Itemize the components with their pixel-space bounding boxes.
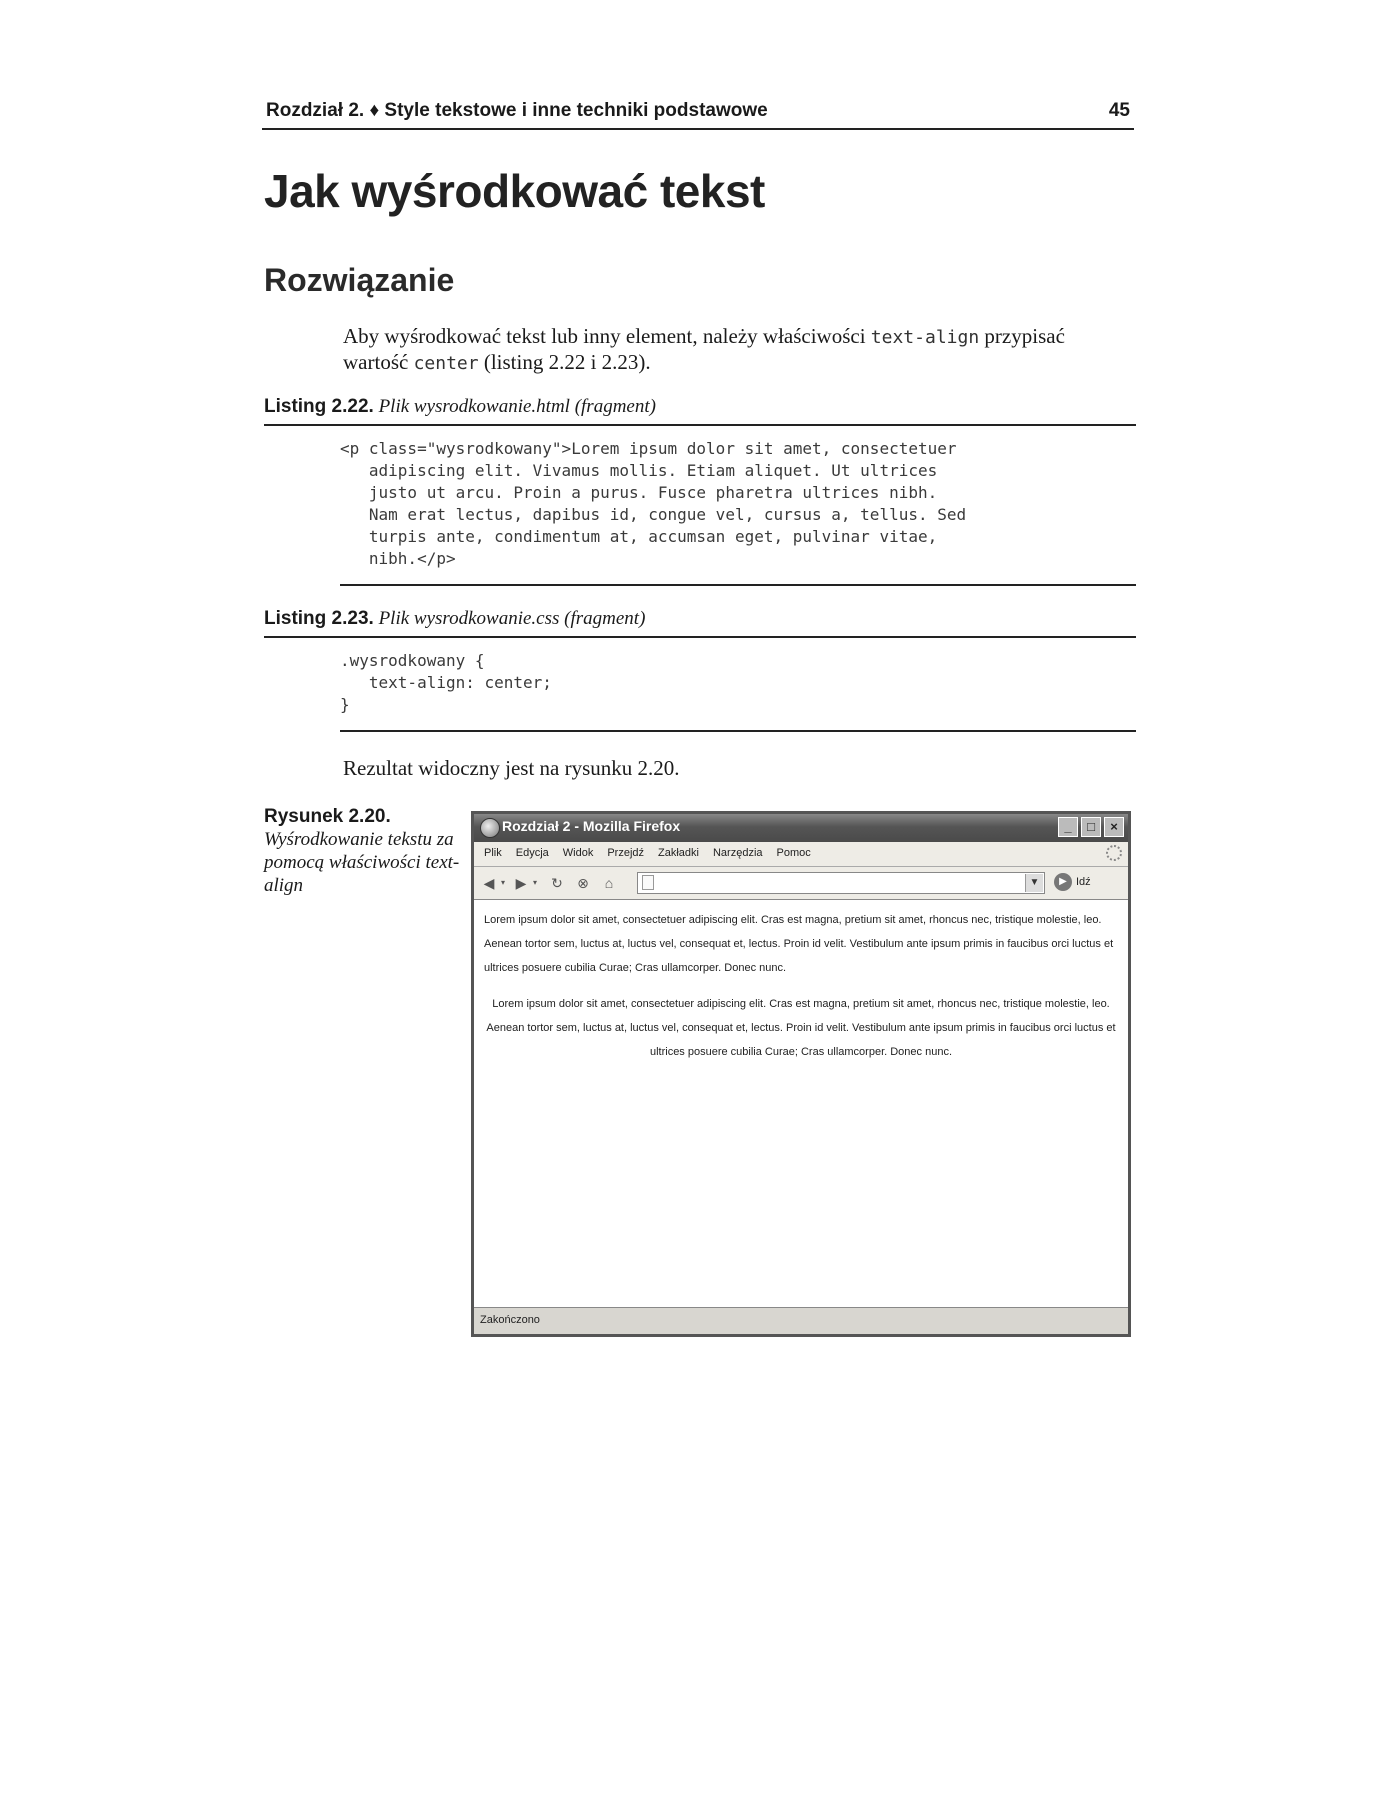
menu-item-pomoc[interactable]: Pomoc	[776, 847, 811, 859]
listing-label: Listing 2.23.	[264, 608, 374, 629]
code-line: <p class="wysrodkowany">Lorem ipsum dolor sit amet, consectetuer	[340, 439, 957, 458]
go-label[interactable]: Idź	[1076, 876, 1091, 888]
menu-item-przejdz[interactable]: Przejdź	[607, 847, 645, 859]
listing-2-23-code	[340, 650, 1136, 732]
intro-code-center: center	[413, 353, 479, 374]
intro-code-text-align: text-align	[870, 327, 980, 348]
page-icon	[642, 875, 654, 890]
minimize-icon[interactable]: _	[1058, 817, 1078, 837]
code-line: justo ut arcu. Proin a purus. Fusce pharetra ultrices nibh.	[340, 483, 938, 502]
menu-item-zakladki[interactable]: Zakładki	[658, 847, 699, 859]
page-number: 45	[1108, 100, 1130, 121]
centered-paragraph: Lorem ipsum dolor sit amet, consectetuer adipiscing elit. Cras est magna, pretium sit amet, rhoncus nec, tristique molestie, leo. Aenean tortor sem, luctus at, luctus vel, consequat et, lectus. Proin id velit. Vestibulum ante ipsum primis in faucibus orci luctus et ultrices posuere cubilia Curae; Cras ullamcorper. Donec nunc.	[486, 998, 1116, 1058]
intro-text-1: Aby wyśrodkować tekst lub inny element, należy właściwości	[343, 324, 871, 348]
left-aligned-paragraph: Lorem ipsum dolor sit amet, consectetuer adipiscing elit. Cras est magna, pretium sit amet, rhoncus nec, tristique molestie, leo. Aenean tortor sem, luctus at, luctus vel, consequat et, lectus. Proin id velit. Vestibulum ante ipsum primis in faucibus orci luctus et ultrices posuere cubilia Curae; Cras ullamcorper. Donec nunc.	[484, 914, 1114, 974]
window-title: Rozdział 2 - Mozilla Firefox	[502, 818, 681, 834]
running-header	[262, 98, 1134, 130]
intro-paragraph	[343, 324, 1135, 376]
code-line: text-align: center;	[340, 673, 552, 692]
window-titlebar	[474, 814, 1128, 842]
code-line: adipiscing elit. Vivamus mollis. Etiam aliquet. Ut ultrices	[340, 461, 938, 480]
forward-icon[interactable]: ▶	[515, 875, 527, 891]
menu-item-widok[interactable]: Widok	[562, 847, 594, 859]
forward-dropdown-icon[interactable]: ▾	[532, 878, 537, 887]
section-subtitle: Rozwiązanie	[264, 262, 455, 298]
result-paragraph: Rezultat widoczny jest na rysunku 2.20.	[343, 756, 680, 780]
listing-2-23-caption	[264, 608, 1136, 638]
go-icon[interactable]: ▶	[1054, 873, 1072, 891]
code-line: }	[340, 695, 350, 714]
back-dropdown-icon[interactable]: ▾	[500, 878, 505, 887]
navigation-toolbar	[474, 867, 1128, 900]
listing-description: Plik wysrodkowanie.html (fragment)	[378, 396, 656, 417]
status-text: Zakończono	[480, 1314, 540, 1326]
code-line: nibh.</p>	[340, 549, 456, 568]
stop-icon[interactable]: ⊗	[577, 875, 589, 891]
close-icon[interactable]: ×	[1104, 817, 1124, 837]
figure-label: Rysunek 2.20.	[264, 806, 391, 827]
figure-caption-text: Wyśrodkowanie tekstu za pomocą właściwości text-align	[264, 829, 460, 896]
chevron-down-icon[interactable]: ▼	[1025, 874, 1043, 892]
menu-item-plik[interactable]: Plik	[484, 847, 502, 859]
maximize-icon[interactable]: □	[1081, 817, 1101, 837]
listing-label: Listing 2.22.	[264, 396, 374, 417]
listing-2-22-caption	[264, 396, 1136, 426]
intro-text-3: (listing 2.22 i 2.23).	[478, 350, 651, 374]
browser-window	[471, 811, 1131, 1337]
listing-description: Plik wysrodkowanie.css (fragment)	[378, 608, 646, 629]
throbber-icon	[1106, 845, 1122, 861]
figure-caption	[264, 806, 464, 897]
menu-item-edycja[interactable]: Edycja	[515, 847, 549, 859]
intro-text-2: przypisać wartość	[343, 324, 1065, 374]
menu-item-narzedzia[interactable]: Narzędzia	[712, 847, 763, 859]
address-bar[interactable]	[637, 872, 1045, 894]
section-title: Jak wyśrodkować tekst	[264, 165, 765, 217]
firefox-icon	[480, 818, 500, 838]
code-line: Nam erat lectus, dapibus id, congue vel, cursus a, tellus. Sed	[340, 505, 967, 524]
back-icon[interactable]: ◀	[483, 875, 495, 891]
home-icon[interactable]: ⌂	[604, 875, 614, 891]
chapter-title: Rozdział 2. ♦ Style tekstowe i inne techniki podstawowe	[266, 100, 768, 121]
code-line: turpis ante, condimentum at, accumsan eget, pulvinar vitae,	[340, 527, 938, 546]
page-content	[474, 900, 1128, 1308]
code-line: .wysrodkowany {	[340, 651, 485, 670]
status-bar	[474, 1307, 1128, 1334]
listing-2-22-code	[340, 438, 1136, 586]
menu-bar	[474, 842, 1128, 867]
reload-icon[interactable]: ↻	[551, 875, 563, 891]
